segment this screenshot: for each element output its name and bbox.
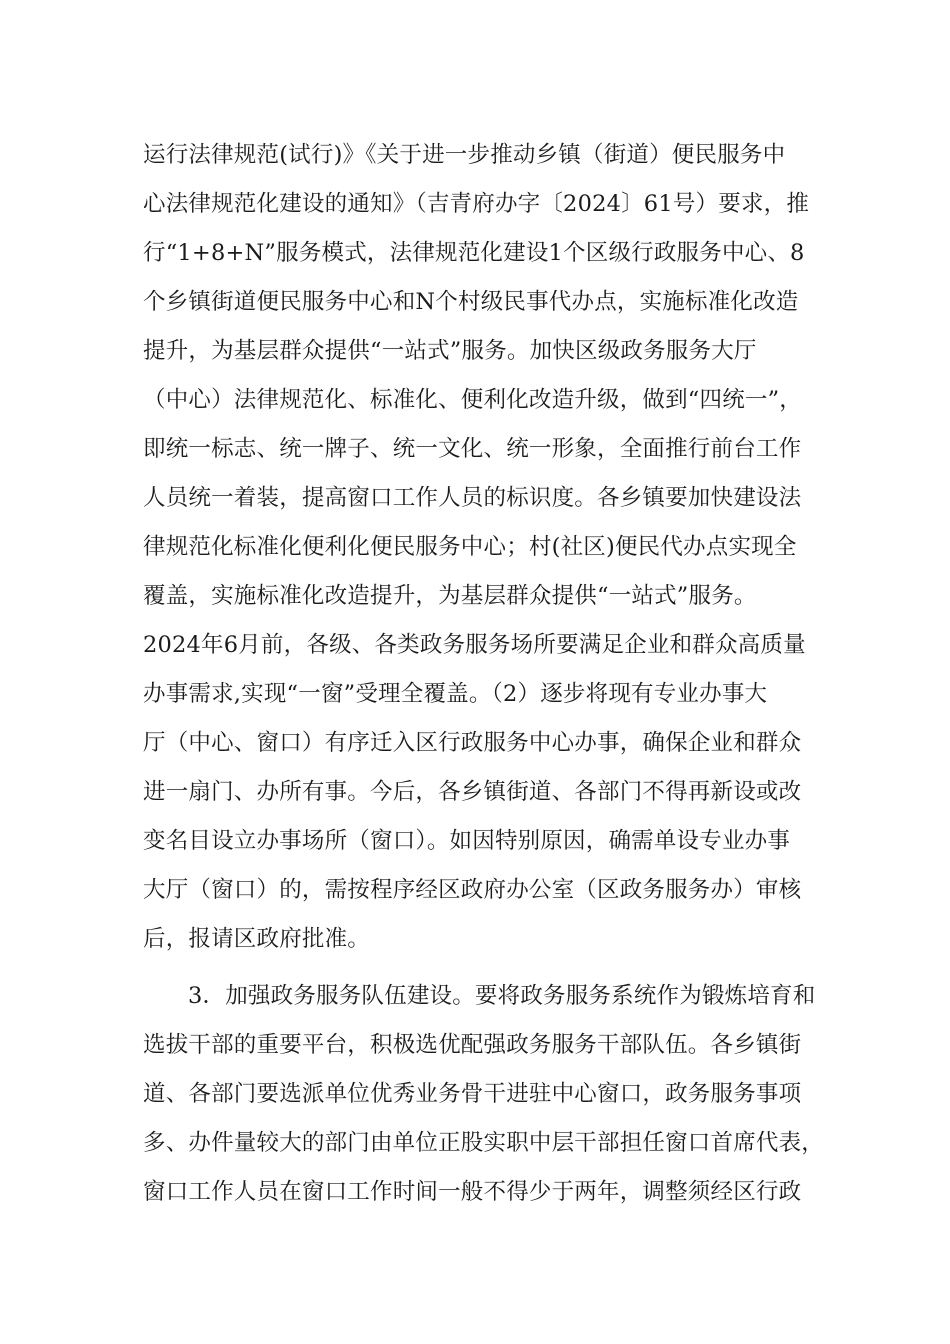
text-line: 选拔干部的重要平台，积极选优配强政务服务干部队伍。各乡镇街 (143, 1032, 802, 1058)
text-line: 覆盖，实施标准化改造提升，为基层群众提供“一站式”服务。 (143, 583, 757, 609)
text-line: 进一扇门、办所有事。今后，各乡镇街道、各部门不得再新设或改 (143, 779, 802, 805)
text-line: 窗口工作人员在窗口工作时间一般不得少于两年，调整须经区行政 (143, 1179, 802, 1205)
text-line: 律规范化标准化便利化便民服务中心；村(社区)便民代办点实现全 (143, 534, 797, 560)
text-line: （中心）法律规范化、标准化、便利化改造升级，做到“四统一”， (143, 387, 803, 413)
text-line: 2024年6月前，各级、各类政务服务场所要满足企业和群众高质量 (143, 632, 806, 658)
text-line: 行“1+8+N”服务模式，法律规范化建设1个区级行政服务中心、8 (143, 240, 805, 266)
text-line: 人员统一着装，提高窗口工作人员的标识度。各乡镇要加快建设法 (143, 485, 802, 511)
text-line: 变名目设立办事场所（窗口）。如因特别原因，确需单设专业办事 (143, 828, 791, 854)
text-line: 个乡镇街道便民服务中心和N个村级民事代办点，实施标准化改造 (143, 289, 799, 315)
text-line: 心法律规范化建设的通知》（吉青府办字〔2024〕61号）要求，推 (143, 191, 810, 217)
text-line: 提升，为基层群众提供“一站式”服务。加快区级政务服务大厅 (143, 338, 757, 364)
text-line: 大厅（窗口）的，需按程序经区政府办公室（区政务服务办）审核 (143, 877, 802, 903)
text-line: 运行法律规范(试行)》《关于进一步推动乡镇（街道）便民服务中 (143, 142, 786, 168)
text-line: 办事需求,实现“一窗”受理全覆盖。（2）逐步将现有专业办事大 (143, 681, 768, 707)
text-line: 多、办件量较大的部门由单位正股实职中层干部担任窗口首席代表， (143, 1130, 825, 1156)
text-line: 后，报请区政府批准。 (143, 926, 371, 952)
paragraph-heading-line: 3．加强政务服务队伍建设。要将政务服务系统作为锻炼培育和 (188, 983, 816, 1009)
text-line: 道、各部门要选派单位优秀业务骨干进驻中心窗口，政务服务事项 (143, 1081, 802, 1107)
text-line: 即统一标志、统一牌子、统一文化、统一形象，全面推行前台工作 (143, 436, 802, 462)
text-line: 厅（中心、窗口）有序迁入区行政服务中心办事，确保企业和群众 (143, 730, 802, 756)
